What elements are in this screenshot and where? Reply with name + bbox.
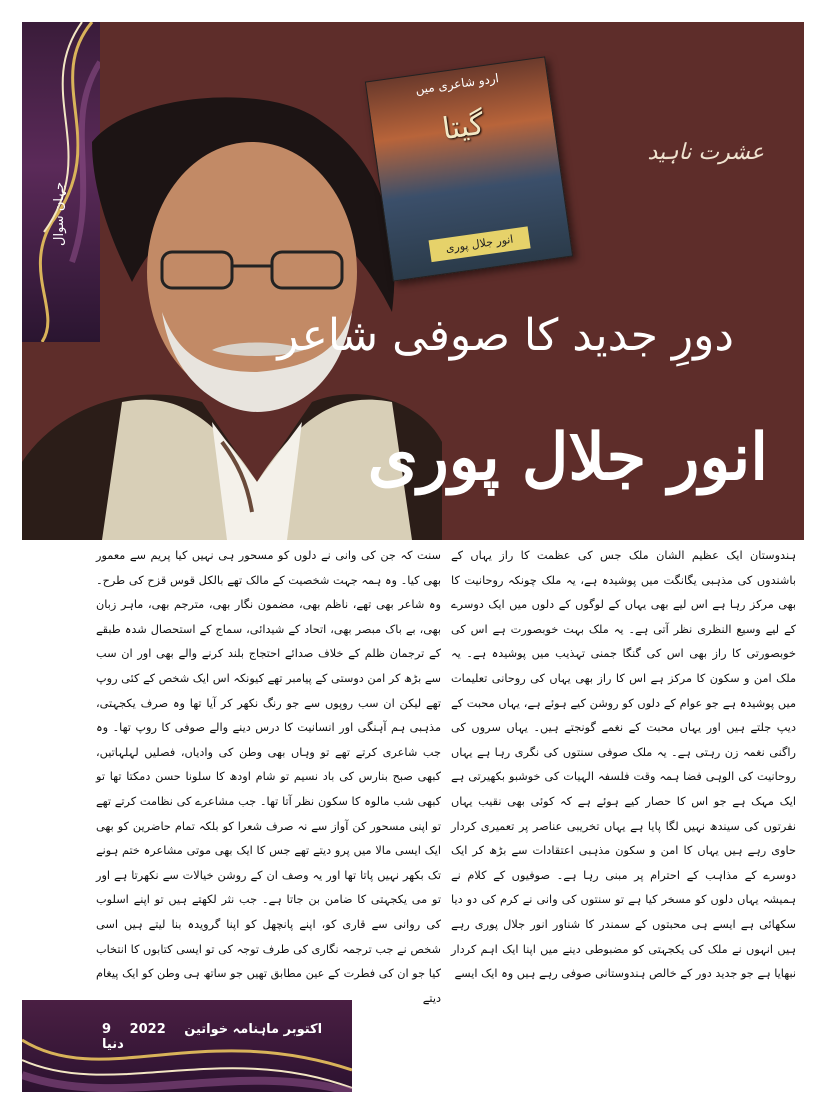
section-label: جہان سوال xyxy=(52,182,67,246)
book-cover xyxy=(365,56,573,281)
issue-year: 2022 xyxy=(129,1022,166,1037)
book-top-text: اردو شاعری میں xyxy=(414,71,500,97)
article-column-right xyxy=(451,544,796,1014)
article-column-left xyxy=(96,544,441,1014)
article-body xyxy=(96,544,796,1014)
issue-month: اکتوبر xyxy=(283,1022,323,1037)
magazine-name: ماہنامہ خواتین دنیا xyxy=(102,1022,280,1052)
page-number: 9 xyxy=(102,1022,112,1037)
paragraph: ہندوستان ایک عظیم الشان ملک جس کی عظمت کا راز یہاں کے باشندوں کی مذہبی یگانگت میں پوشیدہ ہے، یہ ملک چونکہ روحانیت کا بھی مرکز رہا ہے اس لیے بھی یہاں کے لوگوں کے دلوں میں ایک دوسرے کے لیے وسیع النظری نظر آتی ہے۔ یہ ملک بہت خوبصورت ہے اس کی خوبصورتی کا راز بھی اس کی گنگا جمنی تہذیب میں پوشیدہ ہے۔ یہ ملک امن و سکون کا مرکز ہے اس کا راز بھی یہاں کی روحانی تعلیمات میں پوشیدہ ہے جو عوام کے دلوں کو روشن کیے ہوئے ہے، یہاں محبت کے دیپ جلتے ہیں اور یہاں محبت کے نغمے گونجتے ہیں۔ یہاں سروں کی راگنی نغمہ زن رہتی ہے۔ یہ ملک صوفی سنتوں کی نگری رہا ہے یہاں روحانیت کی الوہی فضا ہمہ وقت فلسفہ الہیات کی خوشبو بکھیرتی ہے ایک مہک ہے جو اس کا حصار کیے ہوئے ہے کہ کوئی بھی نقیب یہاں نفرتوں کی سیندھ نہیں لگا پایا ہے یہاں تخریبی عناصر پر تعمیری کردار حاوی رہے ہیں یہاں کا امن و سکون مذہبی اعتقادات سے بڑھ کر ایک دوسرے کے مذاہب کے احترام پر مبنی رہا ہے۔ صوفیوں کے کلام نے ہمیشہ یہاں دلوں کو مسخر کیا ہے تو سنتوں کی وانی نے کرم کی دو دیا سکھائی ہے ایسے ہی محبتوں کے سمندر کا شناور انور جلال پوری رہے ہیں انہوں نے ملک کی یکجہتی کو مضبوطی دینے میں اپنا ایک اہم کردار نبھایا ہے جو جدید دور کے خالص ہندوستانی صوفی رہے ہیں وہ ایک ایسے xyxy=(451,549,796,981)
author-name: عشرت ناہید xyxy=(647,140,764,165)
book-author: انور جلال پوری xyxy=(429,226,531,262)
footer-info xyxy=(102,1022,352,1052)
hero-banner xyxy=(22,22,804,540)
paragraph: سنت کہ جن کی وانی نے دلوں کو مسحور ہی نہیں کیا پریم سے معمور بھی کیا۔ وہ ہمہ جہت شخصیت کے مالک تھے بالکل قوس قزح کی طرح۔ وہ شاعر بھی تھے، ناظم بھی، مضمون نگار بھی، مترجم بھی، ماہر زبان بھی، بے باک مبصر بھی، اتحاد کے شیدائی، سماج کے استحصال شدہ طبقے کے ترجمان ظلم کے خلاف صدائے احتجاج بلند کرنے والے بھی اور ان سب سے بڑھ کر امن دوستی کے پیامبر تھے کیونکہ اس ایک شخص کے کئی روپ تھے لیکن ان سب روپوں سے جو رنگ نکھر کر آیا تھا وہ صرف یکجہتی، مذہبی ہم آہنگی اور انسانیت کا درس دینے والے صوفی کا روپ تھا۔ وہ جب شاعری کرتے تھے تو وہاں بھی وطن کی وادیاں، فصلیں لہلہاتیں، کبھی صبح بنارس کی باد نسیم تو شام اودھ کا سلونا حسن دمکتا تھا تو کبھی شب مالوہ کا سکون نظر آتا تھا۔ جب مشاعرے کی نظامت کرتے تھے تو اپنی مسحور کن آواز سے نہ صرف شعرا کو بلکہ تمام حاضرین کو بھی ایک ایسی مالا میں پرو دیتے تھے جس کا ایک بھی موتی مشاعرہ ختم ہونے تک بکھر نہیں پاتا تھا اور یہ وصف ان کے روشن خیالات سے نکھرتا ہے اور تو می یکجہتی کا ضامن بن جاتا ہے۔ جب نثر لکھتے ہیں تو اپنے اسلوب کی روانی سے قاری کو، اپنے پانچھل کو اپنا گرویدہ بنا لیتے ہیں اسی شخص نے جب ترجمہ نگاری کی طرف توجہ کی تو ایسی کتابوں کا انتخاب کیا جو ان کی فطرت کے عین مطابق تھیں جو ساتھ ہی وطن کو ایک پیغام دیتے xyxy=(95,549,441,1005)
page-footer xyxy=(22,1000,352,1092)
headline-subtitle: دورِ جدید کا صوفی شاعر xyxy=(277,310,734,361)
book-title: گیتا xyxy=(440,106,487,148)
headline-title: انور جلال پوری xyxy=(367,420,768,495)
